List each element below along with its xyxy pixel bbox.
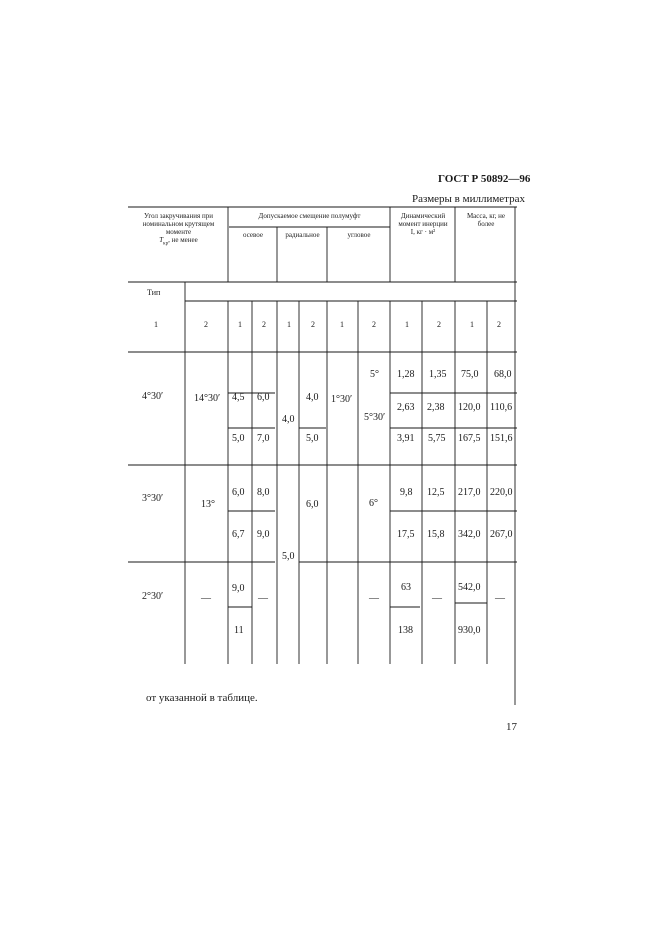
table-cell: 68,0 bbox=[494, 369, 512, 380]
table-cell: 6° bbox=[369, 498, 378, 509]
table-cell: — bbox=[495, 593, 505, 604]
table-cell: 17,5 bbox=[397, 529, 415, 540]
table-cell: 5,0 bbox=[282, 551, 295, 562]
table-cell: 3,91 bbox=[397, 433, 415, 444]
allowable-offset-header: Допускаемое смещение полумуфт bbox=[258, 212, 361, 220]
table-cell: 2°30′ bbox=[142, 591, 164, 602]
table-cell: 5° bbox=[370, 369, 379, 380]
table-cell: 220,0 bbox=[490, 487, 513, 498]
table-cell: — bbox=[369, 593, 379, 604]
table-cell: 13° bbox=[201, 499, 215, 510]
type-index: 2 bbox=[204, 320, 208, 329]
table-cell: 342,0 bbox=[458, 529, 481, 540]
table-cell: 4,0 bbox=[306, 392, 319, 403]
table-cell: 1°30′ bbox=[331, 394, 353, 405]
type-index: 2 bbox=[262, 320, 266, 329]
table-cell: 217,0 bbox=[458, 487, 481, 498]
table-cell: 167,5 bbox=[458, 433, 481, 444]
table-cell: 6,7 bbox=[232, 529, 245, 540]
table-cell: 2,63 bbox=[397, 402, 415, 413]
table-cell: 11 bbox=[234, 625, 244, 636]
units-note: Размеры в миллиметрах bbox=[412, 193, 525, 205]
table-cell: 4°30′ bbox=[142, 391, 164, 402]
table-cell: 7,0 bbox=[257, 433, 270, 444]
table-cell: 120,0 bbox=[458, 402, 481, 413]
table-cell: — bbox=[258, 593, 268, 604]
twist-angle-header: Угол закручивания при номинальном крутящем моменте $T_{кр}$, не менее bbox=[142, 212, 215, 247]
table-cell: 12,5 bbox=[427, 487, 445, 498]
table-cell: 5,0 bbox=[232, 433, 245, 444]
table-cell: 930,0 bbox=[458, 625, 481, 636]
table-cell: 3°30′ bbox=[142, 493, 164, 504]
angular-header: угловое bbox=[347, 231, 371, 239]
type-index: 1 bbox=[287, 320, 291, 329]
table-cell: 6,0 bbox=[306, 499, 319, 510]
type-index: 1 bbox=[154, 320, 158, 329]
table-cell: 4,5 bbox=[232, 392, 245, 403]
radial-header: радиальное bbox=[285, 231, 320, 239]
table-cell: 75,0 bbox=[461, 369, 479, 380]
table-cell: 6,0 bbox=[257, 392, 270, 403]
table-cell: 138 bbox=[398, 625, 413, 636]
table-cell: 5°30′ bbox=[364, 412, 386, 423]
type-index: 2 bbox=[311, 320, 315, 329]
table-cell: 9,8 bbox=[400, 487, 413, 498]
type-index: 2 bbox=[437, 320, 441, 329]
table-cell: 15,8 bbox=[427, 529, 445, 540]
type-index: 1 bbox=[470, 320, 474, 329]
table-cell: — bbox=[201, 593, 211, 604]
table-cell: 9,0 bbox=[232, 583, 245, 594]
continuation-text: от указанной в таблице. bbox=[146, 692, 258, 704]
type-header: Тип bbox=[147, 288, 161, 297]
table-cell: — bbox=[432, 593, 442, 604]
type-index: 2 bbox=[497, 320, 501, 329]
type-index: 2 bbox=[372, 320, 376, 329]
table-cell: 4,0 bbox=[282, 414, 295, 425]
table-cell: 6,0 bbox=[232, 487, 245, 498]
table-cell: 267,0 bbox=[490, 529, 513, 540]
type-index: 1 bbox=[340, 320, 344, 329]
inertia-header: Динамический момент инерции I, кг · м² bbox=[398, 212, 448, 237]
table-cell: 14°30′ bbox=[194, 393, 221, 404]
table-cell: 5,75 bbox=[428, 433, 446, 444]
mass-header: Масса, кг, не более bbox=[466, 212, 506, 229]
page-number: 17 bbox=[506, 721, 517, 733]
table-cell: 8,0 bbox=[257, 487, 270, 498]
type-index: 1 bbox=[238, 320, 242, 329]
table-cell: 9,0 bbox=[257, 529, 270, 540]
table-cell: 1,35 bbox=[429, 369, 447, 380]
table-cell: 63 bbox=[401, 582, 411, 593]
standard-code: ГОСТ Р 50892—96 bbox=[438, 173, 531, 185]
axial-header: осевое bbox=[243, 231, 263, 239]
table-cell: 5,0 bbox=[306, 433, 319, 444]
table-cell: 110,6 bbox=[490, 402, 513, 413]
table-cell: 542,0 bbox=[458, 582, 481, 593]
table-cell: 1,28 bbox=[397, 369, 415, 380]
table-cell: 151,6 bbox=[490, 433, 513, 444]
type-index: 1 bbox=[405, 320, 409, 329]
table-cell: 2,38 bbox=[427, 402, 445, 413]
